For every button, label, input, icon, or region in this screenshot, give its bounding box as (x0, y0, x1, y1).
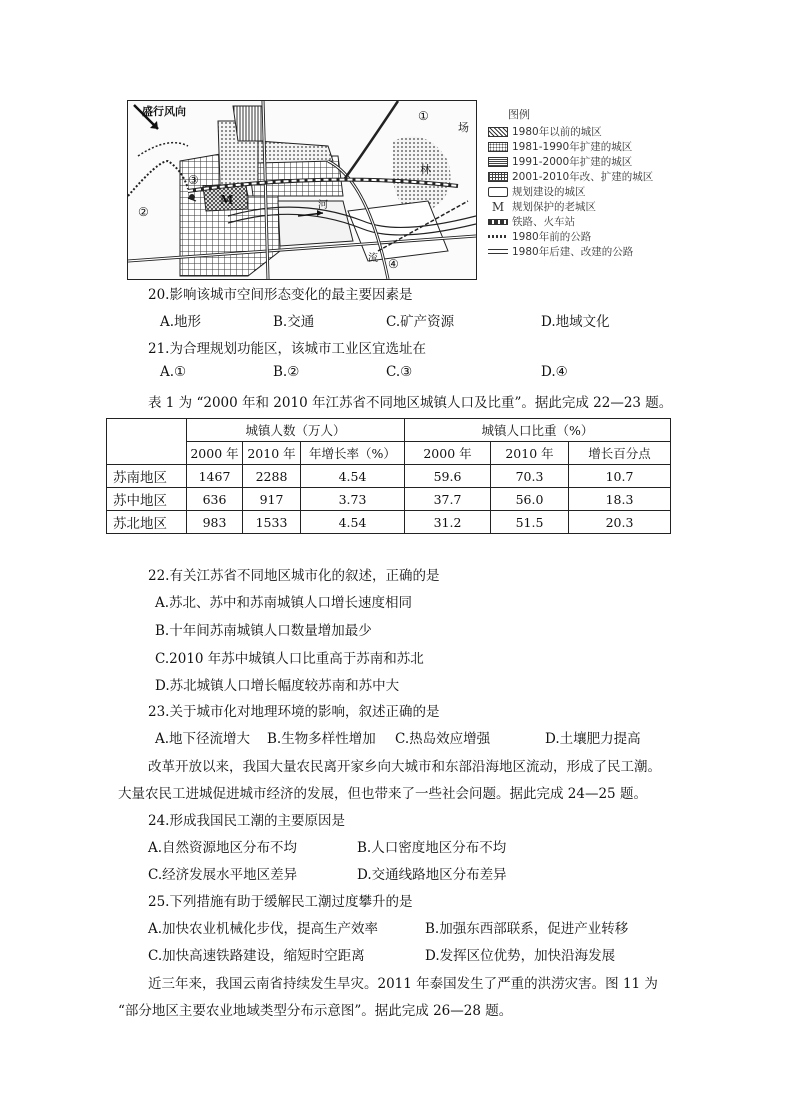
q23-option-b: B.生物多样性增加 (267, 731, 376, 747)
urban-population-table (106, 418, 671, 534)
legend-swatch (488, 187, 508, 197)
legend-title: 图例 (508, 108, 530, 121)
table-cell: 1467 (187, 465, 243, 488)
q25-option-c: C.加快高速铁路建设，缩短时空距离 (148, 948, 365, 964)
q20-option-d: D.地域文化 (541, 314, 610, 330)
question-24-stem: 24.形成我国民工潮的主要原因是 (148, 813, 345, 829)
q21-option-d: D.④ (541, 364, 568, 380)
legend-label: 1981-1990年扩建的城区 (512, 141, 633, 153)
table-cell: 20.3 (569, 511, 671, 534)
legend-item (488, 229, 698, 244)
legend-label: 1980年前的公路 (512, 231, 592, 243)
q20-option-b: B.交通 (273, 314, 315, 330)
q24-option-b: B.人口密度地区分布不均 (357, 840, 507, 856)
q25-option-b: B.加强东西部联系，促进产业转移 (425, 921, 629, 937)
site-4-label: ④ (388, 257, 399, 271)
table-header-row (107, 419, 671, 442)
legend-swatch (488, 219, 508, 225)
question-20-stem: 20.影响该城市空间形态变化的最主要因素是 (148, 287, 413, 303)
table-subheader: 2000 年 (405, 442, 491, 465)
table-corner-cell (107, 419, 187, 465)
site-1-label: ① (418, 109, 429, 123)
q22-option-d: D.苏北城镇人口增长幅度较苏南和苏中大 (155, 678, 400, 694)
farm-label: 场 (458, 121, 469, 134)
table-cell: 56.0 (491, 488, 569, 511)
passage-1-line-1: 改革开放以来，我国大量农民离开家乡向大城市和东部沿海地区流动，形成了民工潮。 (148, 759, 661, 775)
legend-item (488, 214, 698, 229)
table-cell: 3.73 (301, 488, 405, 511)
table-subheader-row (107, 442, 671, 465)
q25-option-a: A.加快农业机械化步伐，提高生产效率 (148, 921, 379, 937)
table-cell: 10.7 (569, 465, 671, 488)
table-cell: 59.6 (405, 465, 491, 488)
q23-option-d: D.土壤肥力提高 (545, 731, 641, 747)
legend-label: 2001-2010年改、扩建的城区 (512, 171, 654, 183)
q21-option-b: B.② (273, 364, 300, 380)
q24-option-a: A.自然资源地区分布不均 (148, 840, 298, 856)
legend-swatch (488, 142, 508, 152)
legend-label: 规划保护的老城区 (512, 201, 596, 213)
table-cell: 983 (187, 511, 243, 534)
city-map-drawing (128, 101, 476, 279)
legend-label: 1980年以前的城区 (512, 126, 602, 138)
table-cell: 4.54 (301, 465, 405, 488)
table-subheader: 2000 年 (187, 442, 243, 465)
legend-label: 规划建设的城区 (512, 186, 586, 198)
table-cell: 917 (243, 488, 301, 511)
table-subheader: 增长百分点 (569, 442, 671, 465)
legend-item (488, 139, 698, 154)
legend-swatch (488, 157, 508, 167)
passage-1-line-2: 大量农民工进城促进城市经济的发展，但也带来了一些社会问题。据此完成 24—25 题。 (118, 786, 647, 802)
old-city-m-label: M (220, 193, 234, 207)
passage-2-line-1: 近三年来，我国云南省持续发生旱灾。2011 年泰国发生了严重的洪涝灾害。图 11 为 (148, 976, 658, 992)
legend-item (488, 184, 698, 199)
table-row-header: 苏南地区 (107, 465, 187, 488)
site-3-label: ③ (188, 173, 199, 187)
table-row (107, 511, 671, 534)
legend-swatch (488, 127, 508, 137)
q24-option-d: D.交通线路地区分布差异 (357, 867, 507, 883)
q20-option-c: C.矿产资源 (386, 314, 455, 330)
table-row-header: 苏北地区 (107, 511, 187, 534)
q22-option-b: B.十年间苏南城镇人口数量增加最少 (155, 623, 372, 639)
legend-label: 1991-2000年扩建的城区 (512, 156, 633, 168)
table-cell: 4.54 (301, 511, 405, 534)
legend-swatch (488, 172, 508, 182)
table-cell: 18.3 (569, 488, 671, 511)
legend-item (488, 124, 698, 139)
river-label-1: 河 (318, 200, 328, 211)
question-21-stem: 21.为合理规划功能区，该城市工业区宜选址在 (148, 341, 426, 357)
table-group-header: 城镇人口比重（%） (405, 419, 671, 442)
legend-m-symbol: M (491, 199, 505, 214)
table-group-header: 城镇人数（万人） (187, 419, 405, 442)
river-label-2: 流 (368, 253, 378, 264)
q21-option-a: A.① (160, 364, 187, 380)
question-22-stem: 22.有关江苏省不同地区城市化的叙述，正确的是 (148, 568, 440, 584)
q22-option-c: C.2010 年苏中城镇人口比重高于苏南和苏北 (155, 651, 424, 667)
table-cell: 51.5 (491, 511, 569, 534)
table-subheader: 2010 年 (243, 442, 301, 465)
table-row-header: 苏中地区 (107, 488, 187, 511)
question-25-stem: 25.下列措施有助于缓解民工潮过度攀升的是 (148, 894, 413, 910)
legend-swatch (488, 235, 508, 238)
table-cell: 1533 (243, 511, 301, 534)
city-map-figure (127, 100, 477, 280)
q23-option-c: C.热岛效应增强 (395, 731, 491, 747)
table-row (107, 488, 671, 511)
q21-option-c: C.③ (386, 364, 413, 380)
table-cell: 37.7 (405, 488, 491, 511)
forest-label: 林 (420, 163, 431, 176)
question-23-stem: 23.关于城市化对地理环境的影响，叙述正确的是 (148, 704, 440, 720)
table-cell: 636 (187, 488, 243, 511)
legend-label: 铁路、火车站 (512, 216, 575, 228)
legend-swatch (488, 249, 508, 254)
legend-item (488, 244, 698, 259)
table-cell: 2288 (243, 465, 301, 488)
q20-option-a: A.地形 (160, 314, 202, 330)
q23-option-a: A.地下径流增大 (155, 731, 251, 747)
site-2-label: ② (138, 205, 149, 219)
wind-direction-label: 盛行风向 (142, 105, 186, 118)
map-legend (488, 106, 698, 259)
legend-item (488, 154, 698, 169)
q25-option-d: D.发挥区位优势，加快沿海发展 (425, 948, 616, 964)
legend-label: 1980年后建、改建的公路 (512, 246, 634, 258)
table-row (107, 465, 671, 488)
passage-2-line-2: “部分地区主要农业地域类型分布示意图”。据此完成 26—28 题。 (118, 1003, 513, 1019)
legend-item (488, 199, 698, 214)
table-intro: 表 1 为 “2000 年和 2010 年江苏省不同地区城镇人口及比重”。据此完成 22—23 题。 (148, 395, 673, 411)
table-subheader: 2010 年 (491, 442, 569, 465)
table-cell: 70.3 (491, 465, 569, 488)
legend-item (488, 169, 698, 184)
table-subheader: 年增长率（%） (301, 442, 405, 465)
q22-option-a: A.苏北、苏中和苏南城镇人口增长速度相同 (155, 595, 413, 611)
table-cell: 31.2 (405, 511, 491, 534)
q24-option-c: C.经济发展水平地区差异 (148, 867, 298, 883)
